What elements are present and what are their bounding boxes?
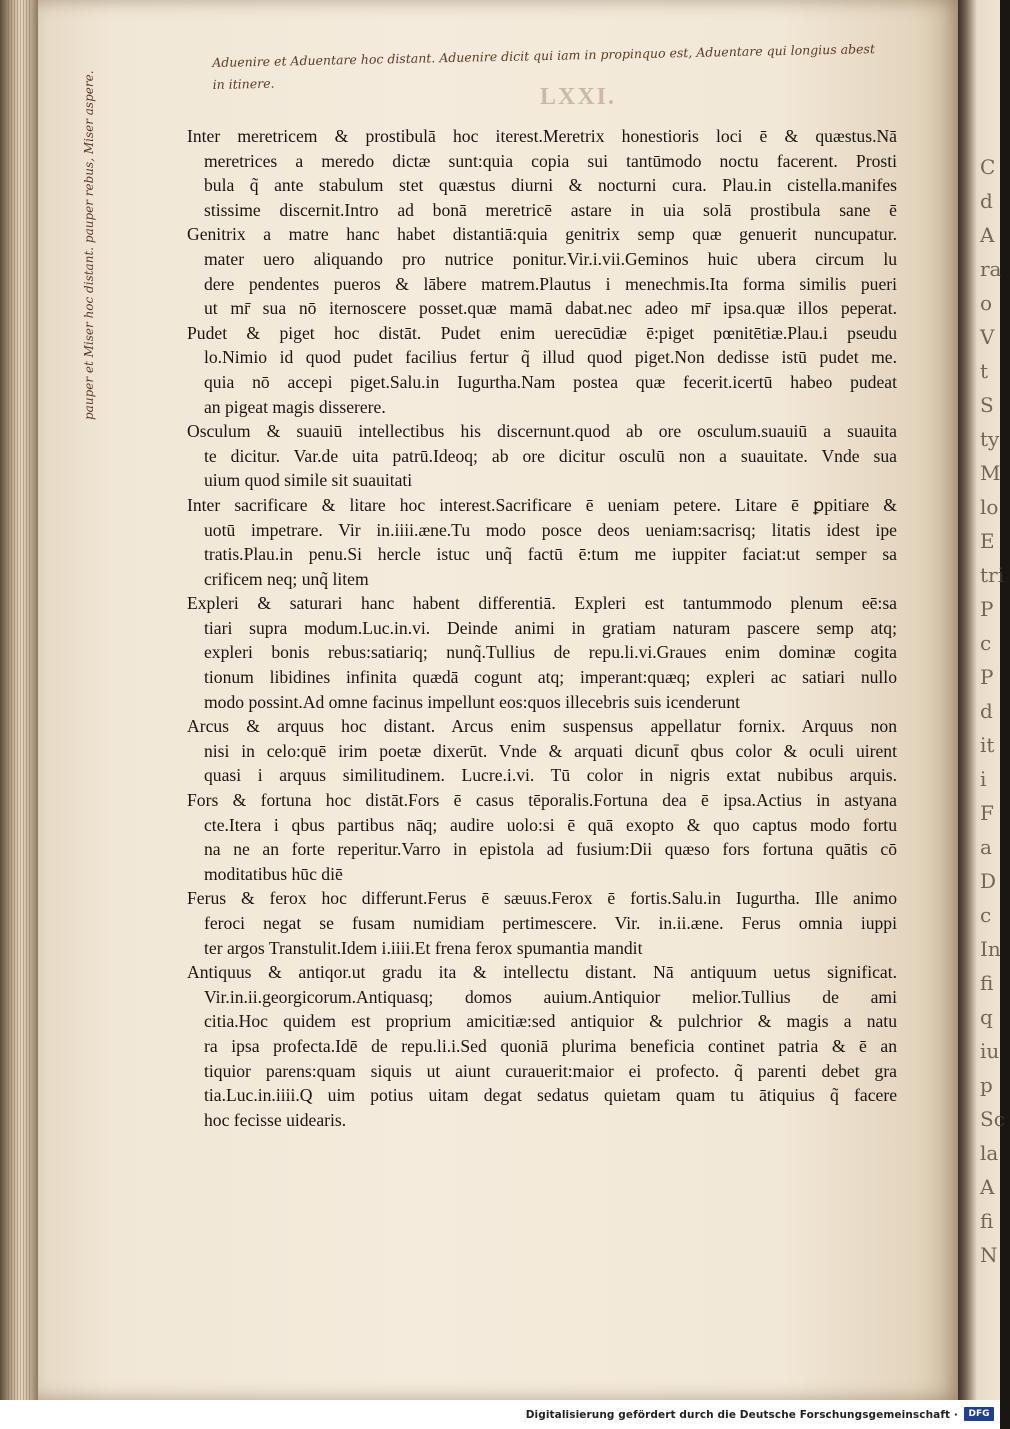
facing-page-letter: c <box>980 903 992 927</box>
text-line: Fors & fortuna hoc distāt.Fors ē casus tēporalis.Fortuna dea ē ipsa.Actius in astyana <box>187 790 897 811</box>
facing-page-letter: A <box>980 1175 995 1199</box>
handwritten-note-side: pauper et Miser hoc distant. pauper rebus, Miser aspere. <box>82 70 96 420</box>
handwritten-note-line: Aduenire et Aduentare hoc distant. Aduenire dicit qui iam in propinquo est, Aduentare qui longius abest <box>212 41 876 70</box>
facing-page-letter: N <box>980 1243 998 1267</box>
text-line: expleri bonis rebus:satiariq; nunq̃.Tullius de repu.li.vi.Graues enim dominæ cogita <box>204 642 897 663</box>
text-line: tionum libidines infinita quædā cogunt atq; imperant:quæq; expleri ac satiari nullo <box>204 667 897 688</box>
text-line: dere pendentes pueros & lābere matrem.Plautus i menechmis.Ita forma similis pueri <box>204 273 897 294</box>
facing-page-letter: V <box>980 325 995 349</box>
facing-page-letter: p <box>980 1073 993 1097</box>
text-line: modo possint.Ad omne facinus impellunt eos:quos illecebris suis icenderunt <box>204 691 741 712</box>
funding-credit: Digitalisierung gefördert durch die Deutsche Forschungsgemeinschaft · <box>525 1409 958 1421</box>
facing-page-letter: c <box>980 631 992 655</box>
facing-page-letter: fi <box>980 971 994 995</box>
facing-page-letter: i <box>980 767 987 791</box>
text-line: na ne an forte reperitur.Varro in epistola ad fusium:Dii quæso fors fortuna quātis cō <box>204 839 897 860</box>
facing-page-letter: D <box>980 869 997 893</box>
handwritten-note-line: in itinere. <box>212 75 275 92</box>
text-line: Osculum & suauiū intellectibus his discernunt.quod ab ore osculum.suauiū a suauita <box>187 421 897 442</box>
facing-page-letter: A <box>980 223 995 247</box>
text-line: Expleri & saturari hanc habent differentiā. Expleri est tantummodo plenum eē:sa <box>187 593 897 614</box>
text-line: te dicitur. Var.de uita patrū.Ideoq; ab ore dicitur osculū non a suauitate. Vnde sua <box>204 445 897 466</box>
text-line: an pigeat magis disserere. <box>204 396 386 417</box>
facing-page-letter: t <box>980 359 989 383</box>
text-line: uium quod simile sit suauitati <box>204 470 413 491</box>
text-line: ra ipsa profecta.Idē de repu.li.i.Sed quoniā plurima beneficia continet patria & ē an <box>204 1035 897 1056</box>
text-line: crificem neq; unq̃ litem <box>204 568 369 589</box>
text-line: tiquior parens:quam siquis ut aiunt curauerit:maior ei profecto. q̃ parenti debet gra <box>204 1060 897 1081</box>
text-line: Arcus & arquus hoc distant. Arcus enim suspensus appellatur fornix. Arquus non <box>187 716 897 737</box>
facing-page-letter: S <box>980 393 994 417</box>
text-line: Vir.in.ii.georgicorum.Antiquasq; domos auium.Antiquior melior.Tullius de ami <box>204 986 897 1007</box>
facing-page-letter: it <box>980 733 995 757</box>
text-line: cte.Itera i qbus partibus nāq; audire uolo:si ē quā exopto & quo captus modo fortu <box>204 814 897 835</box>
printed-text-block <box>187 124 897 1132</box>
text-line: Inter meretricem & prostibulā hoc iterest.Meretrix honestioris loci ē & quæstus.Nā <box>187 126 897 146</box>
text-line: stissime discernit.Intro ad bonā meretricē astare in uia solā prostibula sane ē <box>204 199 897 220</box>
text-line: Antiquus & antiqor.ut gradu ita & intellectu distant. Nā antiquum uetus significat. <box>187 962 897 983</box>
folio-number: LXXI. <box>540 84 617 110</box>
facing-page-letter: Sc <box>980 1107 1005 1131</box>
facing-page-letter: C <box>980 155 996 179</box>
facing-page-letter: M <box>980 461 1001 485</box>
text-line: Ferus & ferox hoc differunt.Ferus ē sæuus.Ferox ē fortis.Salu.in Iugurtha. Ille animo <box>187 888 897 909</box>
text-line: quasi i arquus similitudinem. Lucre.i.vi. Tū color in nigris extat nubibus arquis. <box>204 765 897 786</box>
text-line: moditatibus hūc diē <box>204 863 343 884</box>
facing-page-letter: fi <box>980 1209 994 1233</box>
text-line: lo.Nimio id quod pudet facilius fertur q̃ illud quod piget.Non dedisse istū pudet me. <box>204 347 897 368</box>
text-line: hoc fecisse uidearis. <box>204 1109 347 1130</box>
facing-page-letter: d <box>980 189 993 213</box>
facing-page-letter: iu <box>980 1039 1000 1063</box>
facing-page-letter: la <box>980 1141 999 1165</box>
text-line: tia.Luc.in.iiii.Q uim potius uitam degat sedatus quietam quam tu ātiquius q̃ facere <box>204 1085 897 1106</box>
text-line: tratis.Plau.in penu.Si hercle istuc unq̃ factū ē:tum me iuppiter faciat:ut semper sa <box>204 544 897 565</box>
facing-page-letter: P <box>980 597 994 621</box>
facing-page-edge <box>958 0 1005 1400</box>
facing-page-letter: lo <box>980 495 999 519</box>
facing-page-letters <box>980 150 1010 1272</box>
facing-page-letter: In <box>980 937 1001 961</box>
book-left-edge <box>0 0 38 1429</box>
text-line: quia nō accepi piget.Salu.in Iugurtha.Nam postea quæ fecerit.icertū habeo pudeat <box>204 371 897 392</box>
facing-page-letter: a <box>980 835 992 859</box>
text-line: ter argos Transtulit.Idem i.iiii.Et frena ferox spumantia mandit <box>204 937 643 958</box>
facing-page-letter: d <box>980 699 993 723</box>
text-line: nisi in celo:quē irim poetæ dixerūt. Vnde & arquati dicunt̄ qbus color & oculi uirent <box>204 740 897 761</box>
text-line: Inter sacrificare & litare hoc interest.Sacrificare ē ueniam petere. Litare ē ꝑpitiare & <box>187 494 897 515</box>
facing-page-letter: o <box>980 291 993 315</box>
facing-page-letter: E <box>980 529 995 553</box>
dfg-logo: DFG <box>964 1407 994 1421</box>
text-line: mater uero aliquando pro nutrice ponitur.Vir.i.vii.Geminos huic ubera circum lu <box>204 248 897 269</box>
facing-page-letter: q <box>980 1005 993 1029</box>
text-line: citia.Hoc quidem est proprium amicitiæ:sed antiquior & pulchrior & magis a natu <box>204 1011 897 1032</box>
text-line: uotū impetrare. Vir in.iiii.æne.Tu modo posce deos ueniam:sacrisq; litatis idest ipe <box>204 519 897 540</box>
facing-page-letter: ra <box>980 257 1002 281</box>
text-line: feroci negat se fusam numidiam pertimescere. Vir. in.ii.æne. Ferus omnia iuppi <box>204 913 897 933</box>
text-line: Genitrix a matre hanc habet distantiā:quia genitrix semp quæ genuerit nuncupatur. <box>187 224 897 245</box>
text-line: tiari supra modum.Luc.in.vi. Deinde animi in gratiam naturam pascere semp atq; <box>204 617 897 638</box>
text-line: ut mr̄ sua nō iternoscere posset.quæ mamā dabat.nec adeo mr̄ ipsa.quæ illos peperat. <box>204 298 897 319</box>
facing-page-letter: F <box>980 801 994 825</box>
facing-page-letter: ty <box>980 427 1000 451</box>
text-line: Pudet & piget hoc distāt. Pudet enim uerecūdiæ ē:piget pœnitētiæ.Plau.i pseudu <box>187 322 897 343</box>
facing-page-letter: tri <box>980 563 1004 587</box>
text-line: meretrices a meredo dictæ sunt:quia copia sui tantūmodo noctu facerent. Prosti <box>204 150 897 171</box>
facing-page-letter: P <box>980 665 994 689</box>
text-line: bula q̃ ante stabulum stet quæstus diurni & nocturni cura. Plau.in cistella.manifes <box>204 175 897 196</box>
